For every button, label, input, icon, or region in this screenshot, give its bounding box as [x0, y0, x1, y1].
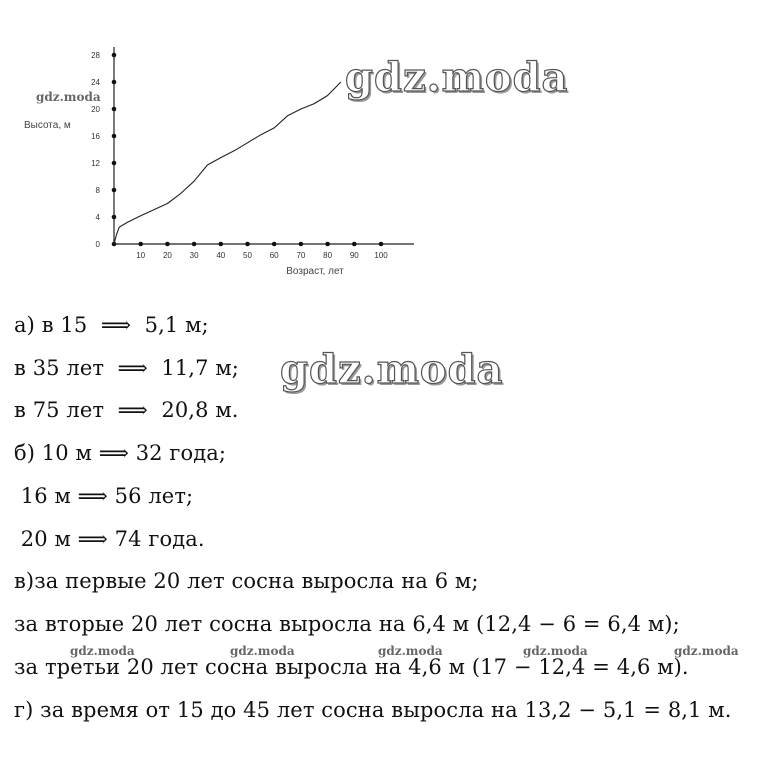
x-tick-label: 20 — [162, 251, 172, 260]
y-tick-mark — [112, 188, 117, 193]
y-tick-label: 16 — [91, 132, 100, 141]
x-tick-mark — [325, 242, 330, 247]
x-tick-label: 70 — [296, 251, 306, 260]
watermark-small-3: gdz.moda — [378, 644, 443, 658]
y-tick-label: 4 — [95, 213, 100, 222]
watermark-small-2: gdz.moda — [230, 644, 295, 658]
watermark-small-5: gdz.moda — [674, 644, 739, 658]
y-tick-mark — [112, 80, 117, 85]
answer-b-line-1: б) 10 м ⟹ 32 года; — [14, 441, 227, 465]
y-tick-label: 24 — [91, 78, 100, 87]
y-tick-label: 12 — [91, 159, 100, 168]
watermark-small-1: gdz.moda — [70, 644, 135, 658]
x-tick-mark — [165, 242, 170, 247]
answer-a-line-3: в 75 лет ⟹ 20,8 м. — [14, 398, 239, 422]
x-tick-mark — [299, 242, 304, 247]
x-tick-label: 50 — [243, 251, 252, 260]
answer-a-line-1: а) в 15 ⟹ 5,1 м; — [14, 313, 209, 337]
answer-d-line-1: г) за время от 15 до 45 лет сосна выросла на 13,2 − 5,1 = 8,1 м. — [14, 698, 732, 722]
x-tick-mark — [219, 242, 224, 247]
y-tick-label: 0 — [95, 240, 100, 249]
x-tick-mark — [245, 242, 250, 247]
y-tick-mark — [112, 215, 117, 220]
y-tick-mark — [112, 53, 117, 58]
series-line — [114, 82, 341, 244]
answer-b-line-3: 20 м ⟹ 74 года. — [14, 527, 205, 551]
x-tick-mark — [138, 242, 143, 247]
x-tick-mark — [379, 242, 384, 247]
x-tick-label: 90 — [349, 251, 359, 260]
x-tick-mark — [272, 242, 277, 247]
x-tick-mark — [352, 242, 357, 247]
x-axis-label: Возраст, лет — [286, 266, 344, 277]
watermark-big-top: gdz.moda — [345, 54, 569, 101]
y-tick-label: 8 — [95, 186, 100, 195]
x-tick-label: 60 — [269, 251, 279, 260]
x-tick-mark — [192, 242, 197, 247]
x-tick-label: 80 — [323, 251, 333, 260]
answer-a-line-2: в 35 лет ⟹ 11,7 м; — [14, 356, 239, 380]
answer-c-line-1: в)за первые 20 лет сосна выросла на 6 м; — [14, 569, 479, 593]
growth-chart — [0, 0, 779, 300]
answer-c-line-2: за вторые 20 лет сосна выросла на 6,4 м (12,4 − 6 = 6,4 м); — [14, 612, 680, 636]
watermark-big-middle: gdz.moda — [280, 346, 504, 393]
x-tick-label: 10 — [136, 251, 146, 260]
answer-c-line-3: за третьи 20 лет сосна выросла на 4,6 м (17 − 12,4 = 4,6 м). — [14, 655, 689, 679]
x-tick-label: 100 — [374, 251, 388, 260]
y-tick-mark — [112, 134, 117, 139]
y-tick-mark — [112, 161, 117, 166]
y-tick-label: 20 — [91, 105, 100, 114]
watermark-small-4: gdz.moda — [523, 644, 588, 658]
answer-b-line-2: 16 м ⟹ 56 лет; — [14, 484, 194, 508]
x-tick-label: 40 — [216, 251, 226, 260]
watermark-small-chart: gdz.moda — [36, 90, 101, 104]
y-axis-label: Высота, м — [24, 120, 71, 131]
x-tick-label: 30 — [189, 251, 199, 260]
y-tick-label: 28 — [91, 51, 100, 60]
y-tick-mark — [112, 107, 117, 112]
